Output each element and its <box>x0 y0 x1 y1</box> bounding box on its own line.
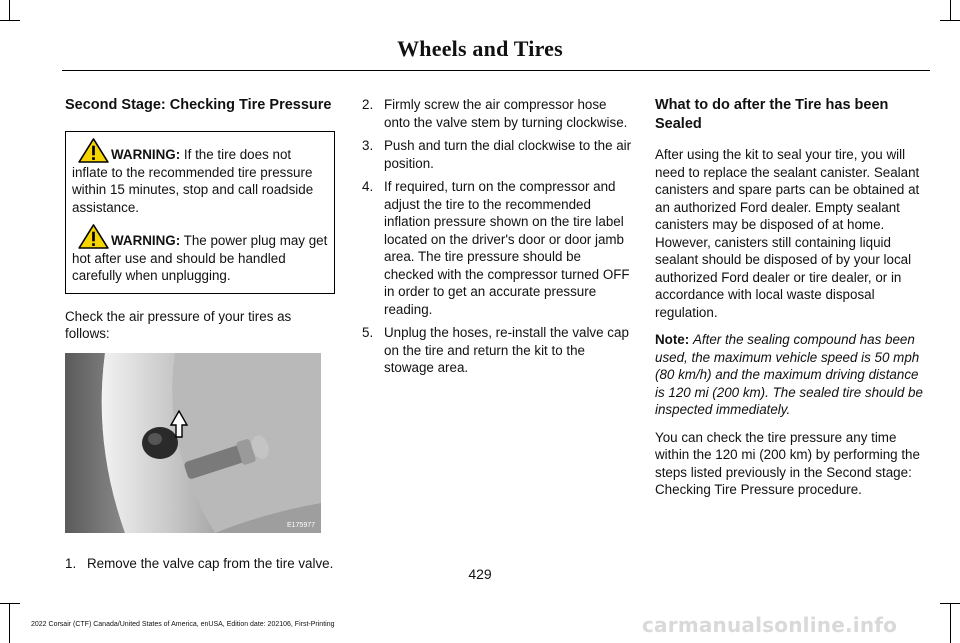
step-item <box>362 324 632 377</box>
crop-mark <box>0 603 20 604</box>
crop-mark <box>0 20 20 21</box>
watermark-text: carmanualsonline.info <box>642 613 898 637</box>
step-number: 2. <box>362 97 374 112</box>
page-title: Wheels and Tires <box>397 36 563 61</box>
header-divider <box>62 70 930 71</box>
warning-triangle-icon <box>78 138 109 163</box>
step-text: Firmly screw the air compressor hose onto the valve stem by turning clockwise. <box>384 97 628 130</box>
crop-mark <box>9 0 10 20</box>
intro-paragraph: Check the air pressure of your tires as follows: <box>65 308 292 341</box>
note-label: Note: <box>655 332 690 347</box>
crop-mark <box>940 20 960 21</box>
step-item <box>362 178 632 318</box>
right-column <box>655 96 931 509</box>
footer-edition-text: 2022 Corsair (CTF) Canada/United States of America, enUSA, Edition date: 202106, First-Printing <box>31 621 335 628</box>
step-text: If required, turn on the compressor and adjust the tire to the recommended inflation pressure shown on the tire label located on the driver's door or door jamb area. The tire pressure should be checked with the compressor turned OFF in order to get an accurate pressure reading. <box>384 179 630 317</box>
step-item <box>362 96 632 131</box>
warning-paragraph <box>72 138 328 216</box>
section-heading: Second Stage: Checking Tire Pressure <box>65 97 332 113</box>
body-paragraph: You can check the tire pressure any time within the 120 mi (200 km) by performing the steps listed previously in the Second stage: Checking Tire Pressure procedure. <box>655 429 920 497</box>
crop-mark <box>950 0 951 20</box>
crop-mark <box>9 603 10 643</box>
note-paragraph <box>655 331 931 419</box>
warning-label: WARNING: <box>111 147 181 162</box>
left-column <box>65 96 335 578</box>
step-item <box>362 137 632 172</box>
middle-column <box>362 96 632 383</box>
warning-box <box>65 131 335 294</box>
tire-valve-photo <box>65 353 321 533</box>
step-text: Unplug the hoses, re-install the valve cap on the tire and return the kit to the stowage area. <box>384 325 629 375</box>
step-number: 4. <box>362 179 374 194</box>
step-number: 1. <box>65 555 77 571</box>
note-text: After the sealing compound has been used, the maximum vehicle speed is 50 mph (80 km/h) and the maximum driving distance is 120 mi (200 km). The sealed tire should be inspected immediately. <box>655 332 923 417</box>
step-number: 5. <box>362 325 374 340</box>
crop-mark <box>950 603 951 643</box>
warning-text: If the tire does not inflate to the recommended tire pressure within 15 minutes, stop and call roadside assistance. <box>72 147 314 215</box>
image-code: E175977 <box>286 521 315 529</box>
step-text: Remove the valve cap from the tire valve. <box>87 555 334 571</box>
warning-triangle-icon <box>78 224 109 249</box>
body-paragraph: After using the kit to seal your tire, you will need to replace the sealant canister. Sealant canisters and spare parts can be obtained at an authorized Ford dealer. Empty sealant canisters may be disposed of at home. However, canisters still containing liquid sealant should be disposed of by your local authorized Ford dealer or tire dealer, or in accordance with local waste disposal regulation. <box>655 147 920 320</box>
section-heading: What to do after the Tire has been Sealed <box>655 97 889 132</box>
warning-paragraph <box>72 224 328 285</box>
warning-text: The power plug may get hot after use and should be handled carefully when unplugging. <box>72 233 328 283</box>
warning-label: WARNING: <box>111 233 181 248</box>
step-text: Push and turn the dial clockwise to the air position. <box>384 138 632 171</box>
page-number: 429 <box>468 566 492 582</box>
crop-mark <box>940 603 960 604</box>
step-number: 3. <box>362 138 374 153</box>
